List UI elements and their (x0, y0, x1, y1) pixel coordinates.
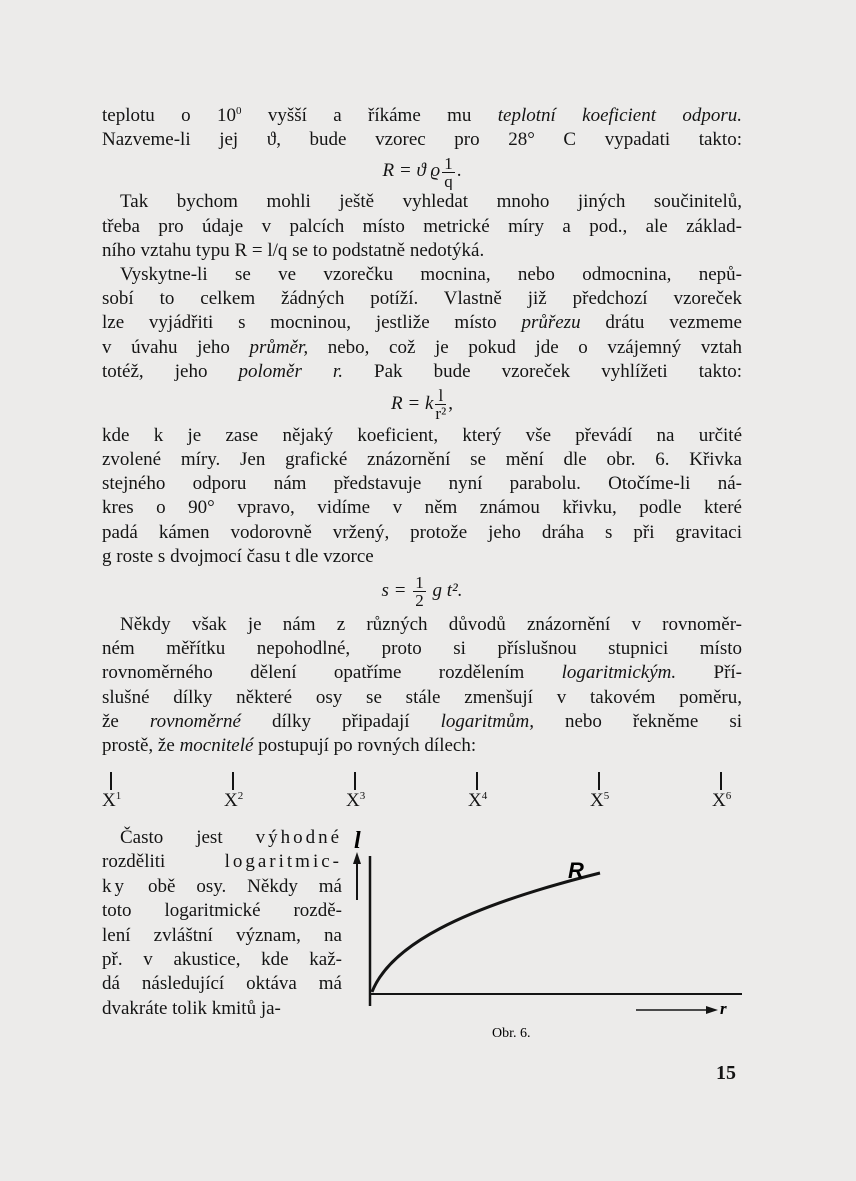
formula-3: s = $\frac{1}{2}$ g t². (381, 573, 463, 611)
text-line: rozděliti logaritmic- (102, 851, 342, 873)
text-line: ky obě osy. Někdy má (102, 875, 342, 897)
text-line: Vyskytne-li se ve vzorečku mocnina, nebo odmocnina, nepů- (120, 263, 742, 285)
text-line: slušné dílky některé osy se stále zmenšují v takovém poměru, (102, 686, 742, 708)
text-line: totéž, jeho poloměr r. Pak bude vzoreček vyhlížeti takto: (102, 360, 742, 382)
figure-caption: Obr. 6. (492, 1026, 531, 1041)
curve-label: R (568, 858, 584, 883)
resistance-curve (372, 873, 600, 992)
text-line: dvakráte tolik kmitů ja- (102, 997, 281, 1019)
page-number: 15 (716, 1062, 736, 1084)
text-line: třeba pro údaje v palcích místo metrické míry a pod., ale základ- (102, 215, 742, 237)
text-line: stejného odporu nám představuje nyní parabolu. Otočíme-li ná- (102, 473, 742, 495)
text-line: že rovnoměrné dílky připadají logaritmům, nebo řekněme si (102, 710, 742, 732)
text-line: lení zvláštní význam, na (102, 924, 342, 946)
x-axis-label: r (720, 999, 727, 1018)
logarithmic-scale (102, 772, 742, 822)
text-line: Tak bychom mohli ještě vyhledat mnoho jiných součinitelů, (120, 191, 742, 213)
text-line: lze vyjádřiti s mocninou, jestliže místo průřezu drátu vezmeme (102, 312, 742, 334)
text-line: kde k je zase nějaký koeficient, který vše převádí na určité (102, 424, 742, 446)
text-line: prostě, že mocnitelé postupují po rovných dílech: (102, 734, 477, 756)
text-line: př. v akustice, kde kaž- (102, 948, 342, 970)
body-text (102, 104, 742, 758)
text-line: v úvahu jeho průměr, nebo, což je pokud jde o vzájemný vztah (102, 336, 742, 358)
text-line: kres o 90° vpravo, vidíme v něm známou křivku, podle které (102, 497, 742, 519)
figure-6 (350, 826, 750, 1046)
scale-mark: $X^1$ (102, 772, 132, 812)
text-line: dá následující oktáva má (102, 973, 342, 995)
scale-mark: $X^3$ (346, 772, 376, 812)
text-line: zvolené míry. Jen grafické znázornění se mění dle obr. 6. Křivka (102, 449, 742, 471)
x-arrow-head (706, 1006, 718, 1014)
text-line: padá kámen vodorovně vržený, protože jeho dráha s při gravitaci (102, 521, 742, 543)
text-line: Někdy však je nám z různých důvodů znázornění v rovnoměr- (120, 614, 742, 635)
text-line: teplotu o $10^0$ vyšší a říkáme mu teplotní koeficient odporu. (102, 105, 742, 126)
scale-mark: $X^2$ (224, 772, 254, 812)
text-line: ném měřítku nepohodlné, proto si příslušnou stupnici místo (102, 638, 742, 660)
formula-2: R = k $\frac{l}{\text{r²}}$ , (391, 386, 453, 424)
scale-mark: $X^5$ (590, 772, 620, 812)
y-axis-label: l (354, 828, 361, 854)
text-line: sobí to celkem žádných potíží. Vlastně již předchozí vzoreček (102, 288, 742, 310)
text-line: Často jest výhodné (120, 827, 342, 848)
text-line: Nazveme-li jej ϑ, bude vzorec pro 28° C vypadati takto: (102, 129, 742, 151)
text-line: ního vztahu typu R = l/q se to podstatně nedotýká. (102, 239, 485, 261)
side-text (102, 826, 342, 1021)
scale-mark: $X^4$ (468, 772, 498, 812)
formula-1: R = ϑ ϱ $\frac{1}{q}$ . (382, 153, 462, 191)
text-line: g roste s dvojmocí času t dle vzorce (102, 545, 374, 567)
scale-mark: $X^6$ (712, 772, 742, 812)
text-line: rovnoměrného dělení opatříme rozdělením logaritmickým. Pří- (102, 662, 742, 684)
text-line: toto logaritmické rozdě- (102, 900, 342, 922)
